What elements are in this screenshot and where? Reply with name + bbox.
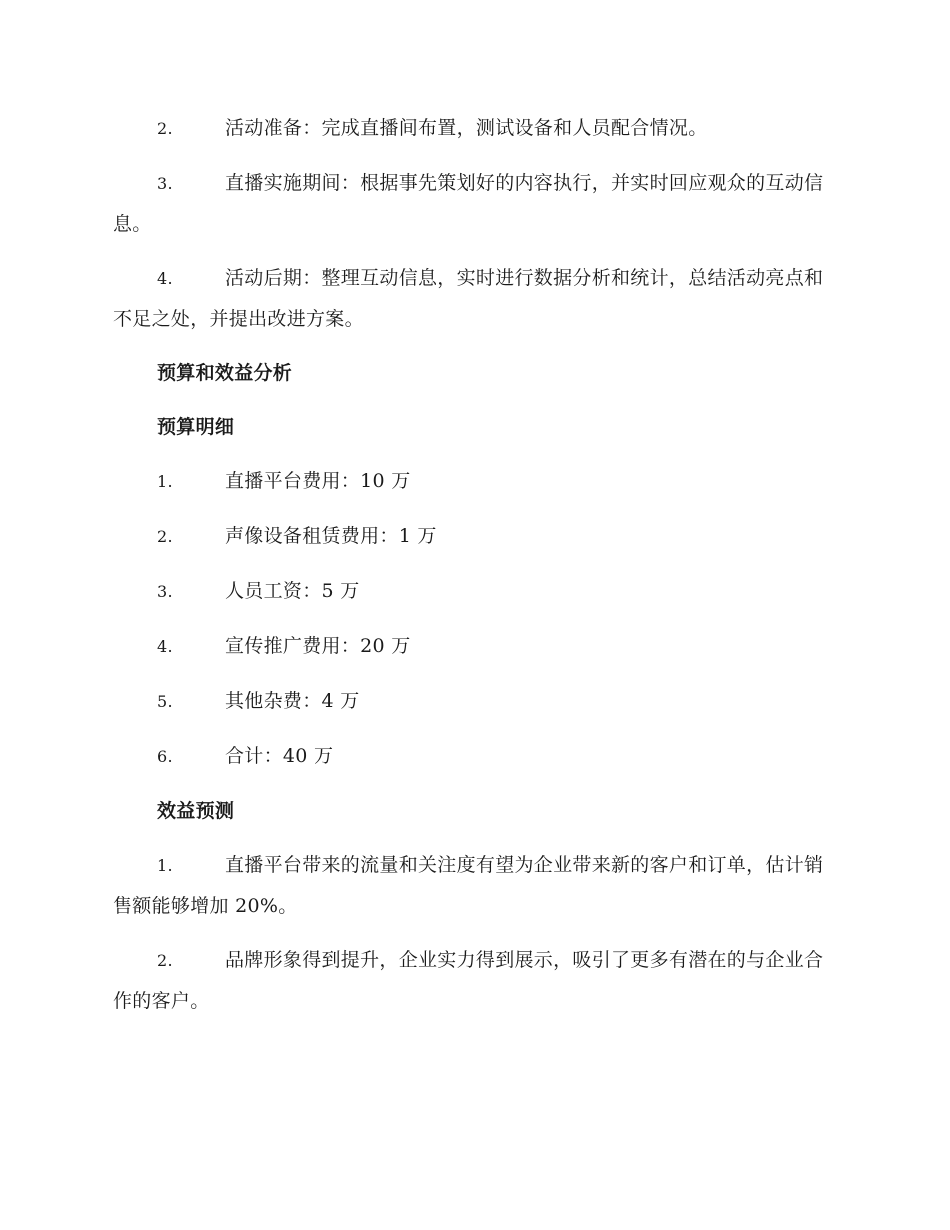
list-text: 宣传推广费用：20 万 bbox=[225, 635, 411, 657]
list-text: 声像设备租赁费用：1 万 bbox=[225, 525, 437, 547]
benefit-item bbox=[113, 845, 835, 926]
list-text: 其他杂费：4 万 bbox=[225, 690, 360, 712]
step-item bbox=[113, 163, 835, 244]
list-number: 3. bbox=[157, 174, 173, 193]
benefit-heading: 效益预测 bbox=[157, 800, 235, 822]
list-number: 6. bbox=[157, 747, 173, 766]
list-text: 合计：40 万 bbox=[225, 745, 334, 767]
list-text: 活动准备：完成直播间布置，测试设备和人员配合情况。 bbox=[225, 117, 708, 139]
list-number: 2. bbox=[157, 119, 173, 138]
list-number: 2. bbox=[157, 527, 173, 546]
budget-item bbox=[113, 571, 835, 612]
list-number: 3. bbox=[157, 582, 173, 601]
list-number: 1. bbox=[157, 472, 173, 491]
document-body bbox=[113, 108, 835, 1035]
list-number: 2. bbox=[157, 951, 173, 970]
budget-item bbox=[113, 681, 835, 722]
list-text: 人员工资：5 万 bbox=[225, 580, 360, 602]
budget-item bbox=[113, 461, 835, 502]
budget-item bbox=[113, 626, 835, 667]
list-text: 直播平台带来的流量和关注度有望为企业带来新的客户和订单，估计销售额能够增加 20%。 bbox=[113, 854, 824, 917]
benefit-item bbox=[113, 940, 835, 1021]
list-number: 5. bbox=[157, 692, 173, 711]
list-number: 4. bbox=[157, 269, 173, 288]
list-text: 直播实施期间：根据事先策划好的内容执行，并实时回应观众的互动信息。 bbox=[113, 172, 824, 235]
list-text: 活动后期：整理互动信息，实时进行数据分析和统计，总结活动亮点和不足之处，并提出改进方案。 bbox=[113, 267, 824, 330]
list-number: 1. bbox=[157, 856, 173, 875]
list-text: 品牌形象得到提升，企业实力得到展示，吸引了更多有潜在的与企业合作的客户。 bbox=[113, 949, 824, 1012]
budget-heading: 预算明细 bbox=[157, 416, 235, 438]
list-number: 4. bbox=[157, 637, 173, 656]
list-text: 直播平台费用：10 万 bbox=[225, 470, 411, 492]
step-item bbox=[113, 258, 835, 339]
section-heading: 预算和效益分析 bbox=[157, 362, 293, 384]
budget-item bbox=[113, 516, 835, 557]
budget-item bbox=[113, 736, 835, 777]
step-item bbox=[113, 108, 835, 149]
